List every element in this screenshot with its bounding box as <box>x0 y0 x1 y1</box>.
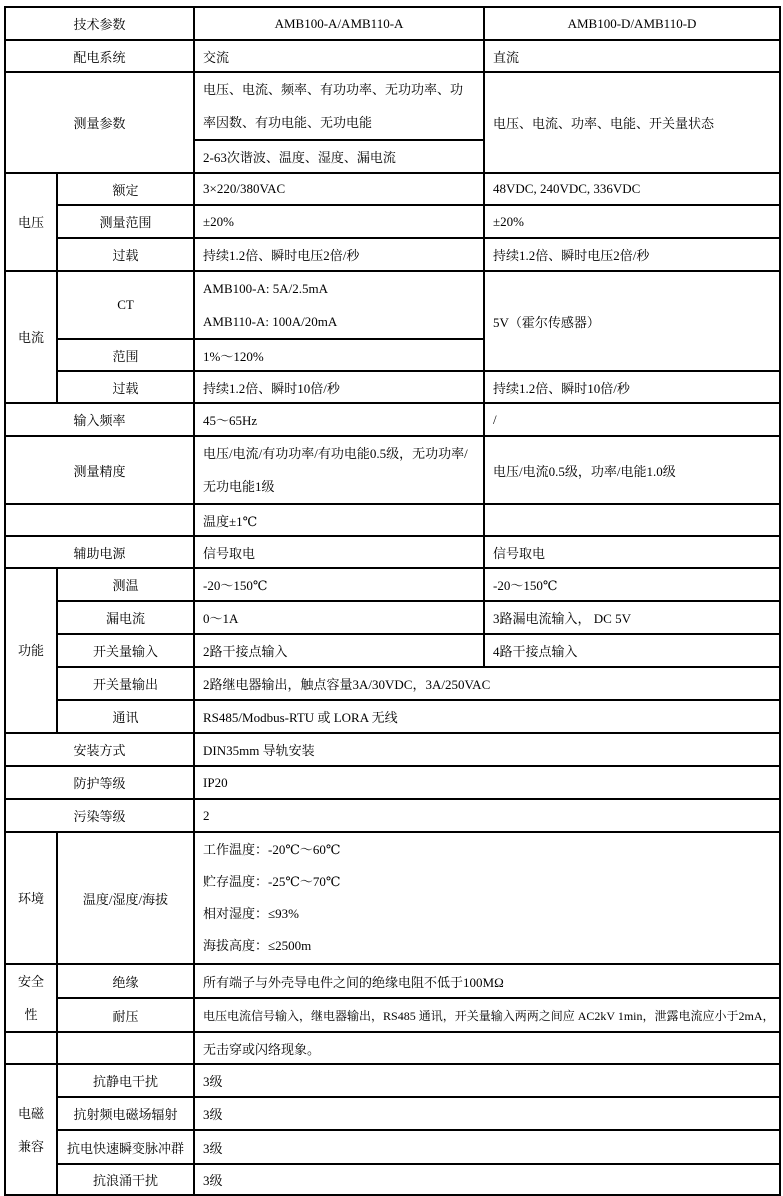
input-frequency-label: 输入频率 <box>5 403 194 436</box>
current-range-value-a: 1%～120% <box>194 339 484 371</box>
accuracy-value-d: 电压/电流0.5级，功率/电能1.0级 <box>484 436 780 504</box>
emc-group-label: 电磁兼容 <box>5 1064 57 1195</box>
row-accuracy <box>5 436 780 504</box>
environment-value <box>194 832 780 964</box>
accuracy-temp-value-a: 温度±1℃ <box>194 504 484 536</box>
voltage-rated-label: 额定 <box>57 173 194 205</box>
header-model-d: AMB100-D/AMB110-D <box>484 7 780 40</box>
safety-insulation-value: 所有端子与外壳导电件之间的绝缘电阻不低于100MΩ <box>194 964 780 998</box>
aux-power-label: 辅助电源 <box>5 536 194 568</box>
row-pollution <box>5 799 780 832</box>
env-line-humidity: 相对湿度：≤93% <box>203 906 299 921</box>
accuracy-label: 测量精度 <box>5 436 194 504</box>
row-mounting <box>5 733 780 766</box>
power-system-value-d: 直流 <box>484 40 780 72</box>
input-frequency-value-a: 45～65Hz <box>194 403 484 436</box>
voltage-range-value-a: ±20% <box>194 205 484 238</box>
mounting-label: 安装方式 <box>5 733 194 766</box>
measured-params-value-d: 电压、电流、功率、电能、开关量状态 <box>484 72 780 173</box>
env-line-altitude: 海拔高度：≤2500m <box>203 938 312 953</box>
function-temp-label: 测温 <box>57 568 194 601</box>
emc-esd-label: 抗静电干扰 <box>57 1064 194 1097</box>
emc-rf-label: 抗射频电磁场辐射 <box>57 1097 194 1130</box>
emc-esd-value: 3级 <box>194 1064 780 1097</box>
accuracy-temp-value-d-empty <box>484 504 780 536</box>
row-voltage-rated <box>5 173 780 205</box>
function-leakage-label: 漏电流 <box>57 601 194 634</box>
function-di-value-d: 4路干接点输入 <box>484 634 780 667</box>
row-function-do <box>5 667 780 700</box>
emc-surge-value: 3级 <box>194 1164 780 1195</box>
environment-sub-label: 温度/湿度/海拔 <box>57 832 194 964</box>
mounting-value: DIN35mm 导轨安装 <box>194 733 780 766</box>
measured-params-value-a1: 电压、电流、频率、有功功率、无功功率、功率因数、有功电能、无功电能 <box>194 72 484 140</box>
power-system-label: 配电系统 <box>5 40 194 72</box>
spec-table <box>4 6 781 1196</box>
emc-surge-label: 抗浪涌干扰 <box>57 1164 194 1195</box>
row-function-comm <box>5 700 780 733</box>
env-line-storage-temp: 贮存温度：-25℃～70℃ <box>203 874 341 889</box>
voltage-rated-value-d: 48VDC, 240VDC, 336VDC <box>484 173 780 205</box>
safety-group-label: 安全性 <box>5 964 57 1032</box>
accuracy-value-a: 电压/电流/有功功率/有功电能0.5级，无功功率/无功电能1级 <box>194 436 484 504</box>
voltage-range-label: 测量范围 <box>57 205 194 238</box>
aux-power-value-a: 信号取电 <box>194 536 484 568</box>
emc-eft-label: 抗电快速瞬变脉冲群 <box>57 1130 194 1164</box>
row-power-system <box>5 40 780 72</box>
function-temp-value-a: -20～150℃ <box>194 568 484 601</box>
row-function-di <box>5 634 780 667</box>
voltage-overload-value-a: 持续1.2倍、瞬时电压2倍/秒 <box>194 238 484 271</box>
current-ct-label: CT <box>57 271 194 339</box>
current-ct-value-a <box>194 271 484 339</box>
function-do-value: 2路继电器输出，触点容量3A/30VDC，3A/250VAC <box>194 667 780 700</box>
function-comm-value: RS485/Modbus-RTU 或 LORA 无线 <box>194 700 780 733</box>
ct-line-amb100a: AMB100-A: 5A/2.5mA <box>203 281 328 296</box>
row-emc-surge <box>5 1164 780 1195</box>
pollution-value: 2 <box>194 799 780 832</box>
row-accuracy-temp <box>5 504 780 536</box>
safety-withstand-value-cont: 无击穿或闪络现象。 <box>194 1032 780 1064</box>
safety-cont-label-empty-a <box>5 1032 57 1064</box>
current-group-label: 电流 <box>5 271 57 403</box>
safety-withstand-label: 耐压 <box>57 998 194 1032</box>
row-current-ct <box>5 271 780 339</box>
row-measured-params-1 <box>5 72 780 140</box>
voltage-overload-label: 过载 <box>57 238 194 271</box>
safety-cont-label-empty-b <box>57 1032 194 1064</box>
row-safety-withstand-cont <box>5 1032 780 1064</box>
voltage-overload-value-d: 持续1.2倍、瞬时电压2倍/秒 <box>484 238 780 271</box>
row-emc-esd <box>5 1064 780 1097</box>
row-input-frequency <box>5 403 780 436</box>
row-protection <box>5 766 780 799</box>
current-overload-label: 过载 <box>57 371 194 403</box>
function-leakage-value-d: 3路漏电流输入， DC 5V <box>484 601 780 634</box>
row-safety-withstand <box>5 998 780 1032</box>
accuracy-temp-label-empty <box>5 504 194 536</box>
safety-withstand-value: 电压电流信号输入，继电器输出，RS485 通讯，开关量输入两两之间应 AC2kV 1min，泄露电流应小于2mA， <box>194 998 780 1032</box>
power-system-value-a: 交流 <box>194 40 484 72</box>
aux-power-value-d: 信号取电 <box>484 536 780 568</box>
function-group-label: 功能 <box>5 568 57 733</box>
ct-line-amb110a: AMB110-A: 100A/20mA <box>203 314 338 329</box>
measured-params-value-a2: 2-63次谐波、温度、湿度、漏电流 <box>194 140 484 173</box>
input-frequency-value-d: / <box>484 403 780 436</box>
voltage-rated-value-a: 3×220/380VAC <box>194 173 484 205</box>
row-safety-insulation <box>5 964 780 998</box>
emc-eft-value: 3级 <box>194 1130 780 1164</box>
header-tech-params: 技术参数 <box>5 7 194 40</box>
function-di-value-a: 2路干接点输入 <box>194 634 484 667</box>
pollution-label: 污染等级 <box>5 799 194 832</box>
current-sensor-value-d: 5V（霍尔传感器） <box>484 271 780 371</box>
current-overload-value-d: 持续1.2倍、瞬时10倍/秒 <box>484 371 780 403</box>
row-function-temp <box>5 568 780 601</box>
voltage-group-label: 电压 <box>5 173 57 271</box>
current-range-label: 范围 <box>57 339 194 371</box>
function-temp-value-d: -20～150℃ <box>484 568 780 601</box>
protection-value: IP20 <box>194 766 780 799</box>
row-voltage-overload <box>5 238 780 271</box>
protection-label: 防护等级 <box>5 766 194 799</box>
function-di-label: 开关量输入 <box>57 634 194 667</box>
env-line-operating-temp: 工作温度：-20℃～60℃ <box>203 842 341 857</box>
emc-rf-value: 3级 <box>194 1097 780 1130</box>
voltage-range-value-d: ±20% <box>484 205 780 238</box>
row-emc-rf <box>5 1097 780 1130</box>
safety-insulation-label: 绝缘 <box>57 964 194 998</box>
header-model-a: AMB100-A/AMB110-A <box>194 7 484 40</box>
row-aux-power <box>5 536 780 568</box>
row-emc-eft <box>5 1130 780 1164</box>
function-do-label: 开关量输出 <box>57 667 194 700</box>
row-header <box>5 7 780 40</box>
environment-group-label: 环境 <box>5 832 57 964</box>
row-current-overload <box>5 371 780 403</box>
row-function-leakage <box>5 601 780 634</box>
function-leakage-value-a: 0～1A <box>194 601 484 634</box>
measured-params-label: 测量参数 <box>5 72 194 173</box>
current-overload-value-a: 持续1.2倍、瞬时10倍/秒 <box>194 371 484 403</box>
function-comm-label: 通讯 <box>57 700 194 733</box>
row-voltage-range <box>5 205 780 238</box>
row-environment <box>5 832 780 964</box>
